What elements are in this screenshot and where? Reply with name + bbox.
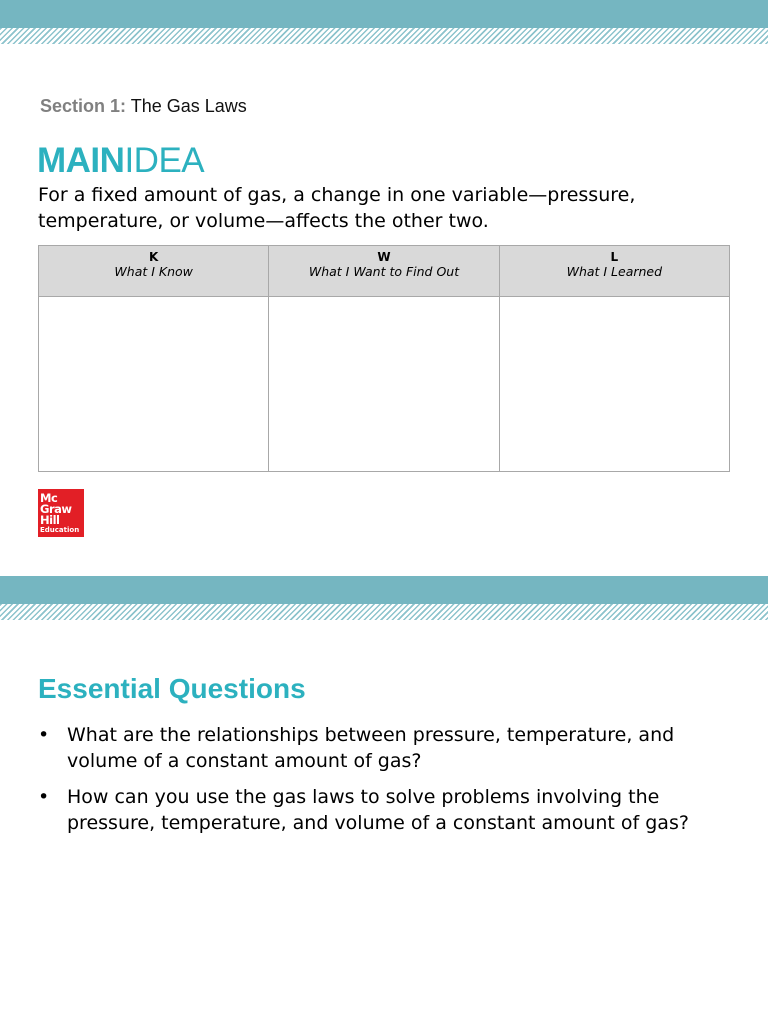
essential-questions-title: Essential Questions (38, 673, 306, 704)
kwl-letter: L (610, 250, 619, 264)
top-decorative-band (0, 0, 768, 44)
kwl-cell-w[interactable] (269, 297, 499, 472)
kwl-header-l (499, 246, 729, 297)
kwl-header-k (39, 246, 269, 297)
section-label (40, 96, 247, 117)
essential-questions-list (38, 722, 738, 846)
kwl-cell-k[interactable] (39, 297, 269, 472)
kwl-header-w (269, 246, 499, 297)
kwl-letter: W (377, 250, 391, 264)
kwl-header-row (39, 246, 730, 297)
question-text: How can you use the gas laws to solve problems involving the pressure, temperature, and volume of a constant amount of gas? (67, 786, 689, 834)
section-prefix: Section 1: (40, 96, 127, 116)
bullet-icon: • (38, 786, 50, 808)
kwl-label: What I Know (114, 264, 193, 279)
kwl-label: What I Learned (566, 264, 663, 279)
kwl-letter: K (149, 250, 159, 264)
main-idea-text: For a fixed amount of gas, a change in one variable—pressure, temperature, or volume—affects the other two. (38, 184, 636, 232)
middle-decorative-band (0, 576, 768, 620)
list-item (38, 722, 738, 774)
kwl-body-row (39, 297, 730, 472)
mcgraw-hill-logo: Mc Graw Hill Education (38, 489, 84, 537)
kwl-label: What I Want to Find Out (308, 264, 460, 279)
main-idea-heading-bold: MAIN (37, 141, 125, 180)
question-text: What are the relationships between pressure, temperature, and volume of a constant amount of gas? (67, 724, 675, 772)
kwl-chart (38, 245, 730, 472)
section-title: The Gas Laws (130, 96, 247, 116)
kwl-cell-l[interactable] (499, 297, 729, 472)
main-idea-heading-light: IDEA (124, 141, 205, 180)
bullet-icon: • (38, 724, 50, 746)
main-idea-heading (37, 140, 204, 182)
list-item (38, 784, 738, 836)
